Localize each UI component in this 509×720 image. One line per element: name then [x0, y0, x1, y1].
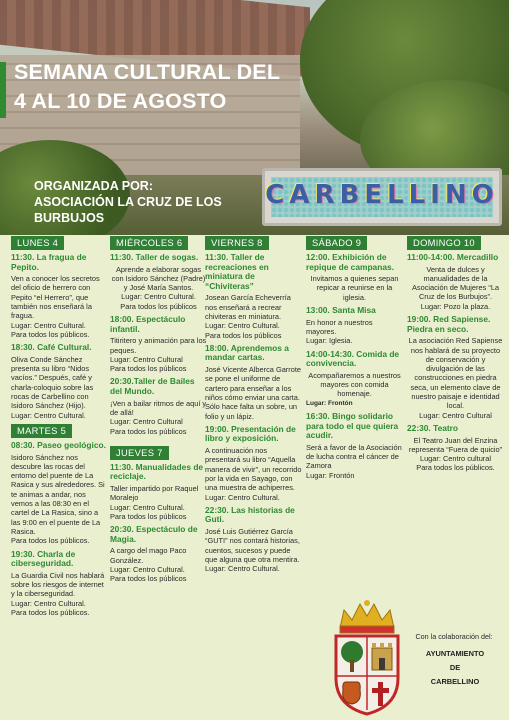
event-title: 18:30. Café Cultural. [11, 342, 92, 353]
event-title: 18:00. Espectáculo infantil. [110, 314, 186, 334]
event-item [407, 424, 504, 473]
event-item [110, 253, 207, 311]
town-sign [262, 168, 502, 226]
sponsor-name: AYUNTAMIENTO DE CARBELLINO [425, 649, 485, 686]
event-item [306, 253, 403, 302]
day-label-martes: MARTES 5 [11, 424, 72, 438]
collaboration-text: Con la colaboración del: [415, 632, 493, 641]
event-title: 22:30. Las historias de Guti. [205, 504, 295, 525]
event-title: 11:30. Taller de recreaciones en miniatura de “Chiviteras” [205, 252, 269, 291]
event-description: Invitamos a quienes sepan repicar a reunirse en la iglesia. [310, 274, 399, 302]
event-title: 11:30. La fragua de Pepito. [11, 252, 87, 272]
event-item [11, 253, 108, 339]
event-title: 11:00-14:00. Mercadillo [407, 252, 499, 262]
event-description: José Luis Gutiérrez García “GUTI” nos contará historias, cuentos, sucesos y puede que alguna que otra mentira. Lugar: Centro Cultural. [205, 526, 300, 574]
event-title: 16:30. Bingo solidario para todo el que quiera acudir. [306, 410, 399, 441]
day-label-viernes: VIERNES 8 [205, 236, 269, 250]
column-domingo [407, 236, 504, 477]
header-photo [0, 0, 509, 235]
event-title: 18:00. Aprendemos a mandar cartas. [205, 342, 289, 363]
event-item [407, 315, 504, 420]
event-title: 11:30. Manualidades de reciclaje. [110, 461, 204, 482]
event-title: 12:00. Exhibición de repique de campanas. [306, 252, 394, 272]
event-item [205, 253, 302, 340]
day-label-miercoles: MIÉRCOLES 6 [110, 236, 188, 250]
event-title: 08:30. Paseo geológico. [11, 439, 106, 450]
event-item [11, 550, 108, 618]
event-item [205, 344, 302, 421]
event-item [407, 253, 504, 311]
column-lunes-martes [11, 236, 108, 621]
event-description: La Guardia Civil nos hablará sobre los riesgos de internet y la ciberseguridad. Lugar: Centro Cultural. Para todos los públicos. [11, 570, 105, 617]
event-item [110, 463, 207, 521]
organizer-text: ORGANIZADA POR: ASOCIACIÓN LA CRUZ DE LOS BURBUJOS [34, 179, 222, 225]
event-location: Lugar: Frontón [306, 399, 353, 407]
event-item [110, 525, 207, 583]
event-description: ¡Ven a bailar ritmos de aquí y de allá! Lugar: Centro Cultural Para todos los públicos [110, 398, 207, 436]
event-title: 20:30. Espectáculo de Magia. [110, 524, 198, 544]
title-accent-bar [0, 62, 6, 118]
event-title: 13:00. Santa Misa [306, 305, 376, 316]
event-title: 14:00-14:30. Comida de convivencia. [306, 348, 400, 369]
event-description: En honor a nuestros mayores. Lugar: Iglesia. [306, 317, 373, 346]
event-description: José Vicente Albercа Garrote se pone el uniforme de cartero para enseñar a los niños cómo enviar una carta. Sólo hace falta un sobre, un folio y un lápiz. [205, 365, 301, 421]
event-description: Isidoro Sánchez nos descubre las rocas del entorno del puente de La Rasica y sus alrededores. Si te animas a andar, nos vemos a las 08:30 en el cartel de La Rasica, sino a las 9:00 en el puente de La Rasica. Para todos los públicos. [11, 452, 105, 546]
event-description: Titiritero y animación para los peques. Lugar: Centro Cultural Para todos los públicos [110, 336, 207, 374]
event-description: A continuación nos presentará su libro “Aquella manera de vivir”, un recorrido por la vida en Sayago, con una muestra de achiperres. Lugar: Centro Cultural. [205, 446, 302, 502]
event-description: Ven a conocer los secretos del oficio de herrero con Pepito “el Herrero”, que también nos enseñará la fragua. Lugar: Centro Cultural. Para todos los públicos. [11, 274, 100, 339]
day-label-lunes: LUNES 4 [11, 236, 64, 250]
day-label-jueves: JUEVES 7 [110, 446, 169, 460]
event-description: Oliva Conde Sánchez presenta su libro “Nidos vacíos.” Después, café y charla-coloquio sobre las rocas de Carbellino con Isidoro Sánchez (Hijo). Lugar: Centro Cultural. [11, 354, 94, 420]
event-item [306, 412, 403, 480]
event-description: Taller impartido por Raquel Moralejo Lugar: Centro Cultural. Para todos los públicos [110, 484, 199, 521]
event-title: 19:30. Charla de ciberseguridad. [11, 548, 76, 569]
day-label-domingo: DOMINGO 10 [407, 236, 481, 250]
event-item [205, 425, 302, 502]
event-description: Aprende a elaborar sogas con Isidoro Sánchez (Padre) y José María Santos. Lugar: Centro Cultural. Para todos los públicos [111, 264, 206, 311]
event-description: El Teatro Juan del Enzina representa “Fuera de quicio” Lugar: Centro cultural Para todos los públicos. [408, 435, 503, 473]
event-item [306, 350, 403, 408]
event-description: Venta de dulces y manualidades de la Asociación de Mujeres “La Cruz de los Burbujos”. Lugar: Pozo la plaza. [411, 264, 500, 311]
event-title: 22:30. Teatro [407, 422, 459, 433]
event-item [11, 343, 108, 420]
sign-text: CARBELLINO [265, 180, 499, 210]
column-miercoles-jueves [110, 236, 207, 588]
coat-of-arms-icon [330, 598, 404, 716]
event-description: Josean García Echeverría nos enseñará a recrear chiviteras en miniatura. Lugar: Centro Cultural. Para todos los públicos [205, 293, 291, 340]
event-title: 19:00. Red Sapiense. Piedra en seco. [407, 314, 491, 334]
event-description: La asociación Red Sapiense nos hablará de su proyecto de conservación y divulgación de las construcciones en piedra seca, un elemento clave de nuestro paisaje e identidad local. Lugar: Centro Cultural [408, 336, 503, 420]
page-title-text: SEMANA CULTURAL DEL 4 AL 10 DE AGOSTO [14, 60, 280, 113]
event-title: 11:30. Taller de sogas. [110, 252, 199, 262]
event-title: 19:00. Presentación de libro y exposición. [205, 423, 296, 444]
event-item [110, 315, 207, 373]
event-item [11, 441, 108, 546]
event-item [306, 306, 403, 345]
event-description: Será a favor de la Asociación de lucha contra el cáncer de Zamora Lugar: Frontón [306, 442, 402, 480]
day-label-sabado: SÁBADO 9 [306, 236, 367, 250]
column-sabado [306, 236, 403, 484]
page-title [14, 58, 284, 116]
event-item [110, 377, 207, 435]
column-viernes [205, 236, 302, 577]
event-title: 20:30.Taller de Bailes del Mundo. [110, 376, 195, 397]
event-item [205, 506, 302, 574]
event-description: A cargo del mago Paco González. Lugar: Centro Cultural. Para todos los públicos [110, 546, 187, 584]
event-description: Acompañaremos a nuestros mayores con comida homenaje. [308, 370, 401, 399]
